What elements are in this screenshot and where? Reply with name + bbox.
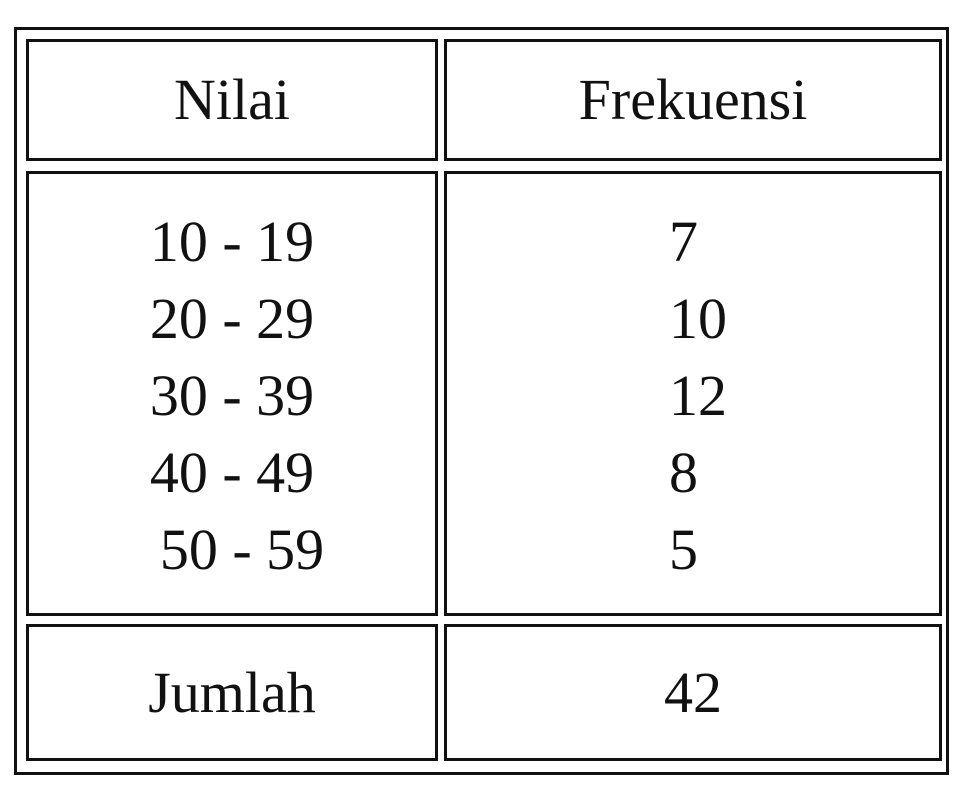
total-label-cell bbox=[26, 624, 438, 761]
frekuensi-list bbox=[447, 174, 939, 613]
nilai-column-cell bbox=[26, 171, 438, 616]
total-label: Jumlah bbox=[148, 659, 316, 725]
nilai-value: 40 - 49 bbox=[149, 440, 315, 505]
nilai-value: 20 - 29 bbox=[149, 286, 315, 351]
frekuensi-value: 12 bbox=[669, 363, 727, 428]
total-value-cell bbox=[444, 624, 942, 761]
frekuensi-column-cell bbox=[444, 171, 942, 616]
header-frekuensi: Frekuensi bbox=[578, 67, 808, 132]
frekuensi-value: 8 bbox=[669, 440, 698, 505]
frekuensi-value: 5 bbox=[669, 517, 698, 582]
nilai-list bbox=[140, 174, 324, 613]
header-cell-frekuensi bbox=[444, 39, 942, 161]
nilai-value: 10 - 19 bbox=[149, 209, 315, 274]
header-cell-nilai bbox=[26, 39, 438, 161]
header-nilai: Nilai bbox=[174, 67, 290, 132]
frekuensi-value: 7 bbox=[669, 209, 698, 274]
nilai-value: 50 - 59 bbox=[159, 517, 325, 582]
total-value: 42 bbox=[664, 659, 722, 725]
frekuensi-value: 10 bbox=[669, 286, 727, 351]
nilai-value: 30 - 39 bbox=[149, 363, 315, 428]
